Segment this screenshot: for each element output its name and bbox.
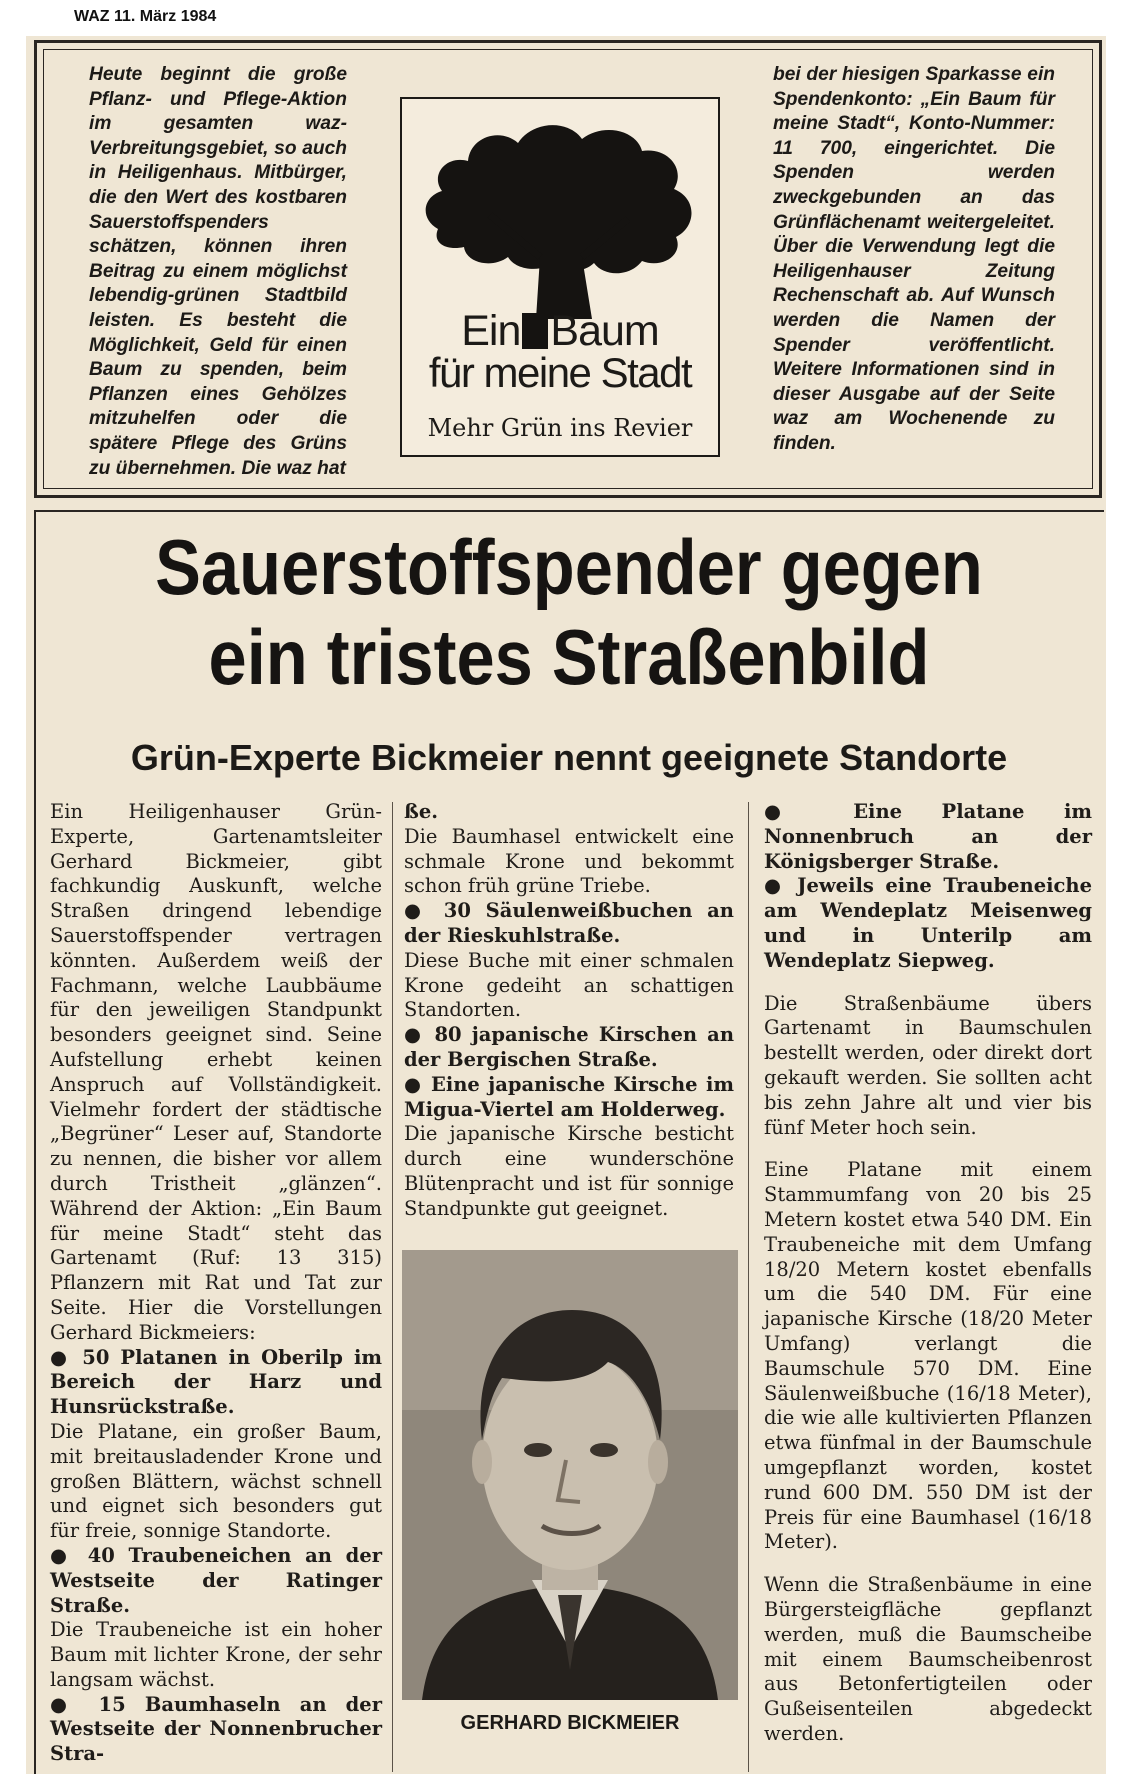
paragraph: Die Baumhasel entwickelt eine schmale Krone und bekommt schon früh grüne Triebe. <box>404 824 734 898</box>
bullet-item: ● 80 japanische Kirschen an der Bergischen Straße. <box>404 1023 734 1071</box>
paragraph: Wenn die Straßenbäume in eine Bürgersteigfläche gepflanzt werden, muß die Baumscheibe mit einem Baumscheibenrost aus Betonfertigteilen oder Gußeisenteilen abgedeckt werden. <box>764 1573 1092 1745</box>
headline-line1: Sauerstoffspender gegen <box>155 523 983 611</box>
bullet-item: ● Jeweils eine Traubeneiche am Wendeplatz Meisenweg und in Unterilp am Wendeplatz Siepweg. <box>764 874 1092 972</box>
tree-icon <box>416 111 706 321</box>
logo-word-ein: Ein <box>461 307 521 355</box>
bullet-item: ● 50 Platanen in Oberilp im Bereich der Harz und Hunsrückstraße. <box>50 1345 382 1419</box>
source-date-label: WAZ 11. März 1984 <box>74 8 217 25</box>
bullet-item: ● 15 Baumhaseln an der Westseite der Nonnenbrucher Stra- <box>50 1692 382 1766</box>
logo-trunk-mark <box>522 313 548 349</box>
paragraph: Die japanische Kirsche besticht durch eine wunderschöne Blütenpracht und ist für sonnige Standpunkte gut geeignet. <box>404 1122 734 1220</box>
logo-title-line2: für meine Stadt <box>428 349 692 396</box>
bullet-item: ● Eine japanische Kirsche im Migua-Viertel am Holderweg. <box>404 1072 734 1121</box>
bullet-item: ● Eine Platane im Nonnenbruch an der Königsberger Straße. <box>764 800 1092 873</box>
intro-text-left: Heute beginnt die große Pflanz- und Pflege-Aktion im gesamten waz-Verbreitungsgebiet, so auch in Heiligenhaus. Mitbürger, die den Wert des kostbaren Sauerstoffspenders schätzen, können ihren Beitrag zu einem möglichst lebendig-grünen Stadtbild leisten. Es besteht die Möglichkeit, Geld für einen Baum zu spenden, beim Pflanzen eines Gehölzes mitzuhelfen oder die spätere Pflege des Grüns zu übernehmen. Die waz hat <box>89 64 347 479</box>
article-column-3 <box>764 800 1092 1747</box>
bullet-item: ● 40 Traubeneichen an der Westseite der Ratinger Straße. <box>50 1543 382 1617</box>
paragraph: Ein Heiligenhauser Grün-Experte, Gartenamtsleiter Gerhard Bickmeier, gibt fachkundig Auskunft, welche Straßen dringend lebendige Sauerstoffspender vertragen könnten. Außerdem weiß der Fachmann, welche Laubbäume für den jeweiligen Standpunkt besonders geeignet sind. Seine Aufstellung erhebt keinen Anspruch auf Vollständigkeit. Vielmehr fordert der städtische „Begrüner“ Leser auf, Standorte zu nennen, die bisher vor allem durch Tristheit „glänzen“. Während der Aktion: „Ein Baum für meine Stadt“ steht das Gartenamt (Ruf: 13 315) Pflanzern mit Rat und Tat zur Seite. Hier die Vorstellungen Gerhard Bickmeiers: <box>50 800 382 1344</box>
paragraph: Die Straßenbäume übers Gartenamt in Baumschulen bestellt werden, oder direkt dort gekauft werden. Sie sollten acht bis zehn Jahre alt und vier bis fünf Meter hoch sein. <box>764 991 1092 1139</box>
portrait-photo <box>402 1250 738 1700</box>
logo-tagline: Mehr Grün ins Revier <box>427 414 693 442</box>
column-divider <box>392 802 393 1772</box>
paragraph-continuation: ße. <box>404 800 439 823</box>
column-divider <box>748 802 749 1772</box>
intro-text-right: bei der hiesigen Sparkasse ein Spendenkonto: „Ein Baum für meine Stadt“, Konto-Nummer: 11 700, eingerichtet. Die Spenden werden zweckgebunden an das Grünflächenamt weitergeleitet. Über die Verwendung legt die Heiligenhauser Zeitung Rechenschaft ab. Auf Wunsch werden die Namen der Spender veröffentlicht. Weitere Informationen sind in dieser Ausgabe auf der Seite waz am Wochenende zu finden. <box>773 64 1055 454</box>
logo-title-line1 <box>402 309 718 353</box>
photo-caption: GERHARD BICKMEIER <box>460 1712 680 1734</box>
headline <box>107 522 1031 702</box>
subheadline: Grün-Experte Bickmeier nennt geeignete Standorte <box>130 737 1008 778</box>
paragraph: Die Traubeneiche ist ein hoher Baum mit lichter Krone, der sehr langsam wächst. <box>50 1618 382 1691</box>
paragraph: Die Platane, ein großer Baum, mit breitausladender Krone und großen Blättern, wächst schnell und eignet sich besonders gut für freie, sonnige Standorte. <box>50 1419 382 1543</box>
paragraph: Eine Platane mit einem Stammumfang von 20 bis 25 Metern kostet etwa 540 DM. Ein Traubeneiche mit dem Umfang 18/20 Metern kostet ebenfalls um die 540 DM. Für eine japanische Kirsche (18/20 Meter Umfang) verlangt die Baumschule 570 DM. Eine Säulenweißbuche (16/18 Meter), die wie alle kultivierten Pflanzen etwa fünfmal in der Baumschule umgepflanzt worden, kostet rund 600 DM. 550 DM ist der Preis für eine Baumhasel (16/18 Meter). <box>764 1158 1092 1554</box>
logo-word-baum: Baum <box>550 307 659 355</box>
article-column-2 <box>404 800 734 1222</box>
campaign-logo <box>400 97 720 457</box>
paragraph: Diese Buche mit einer schmalen Krone gedeiht an schattigen Standorten. <box>404 948 734 1022</box>
info-box <box>34 40 1102 498</box>
portrait-illustration <box>402 1250 738 1700</box>
headline-line2: ein tristes Straßenbild <box>208 613 930 701</box>
bullet-item: ● 30 Säulenweißbuchen an der Rieskuhlstraße. <box>404 899 734 947</box>
article-column-1 <box>50 800 382 1767</box>
